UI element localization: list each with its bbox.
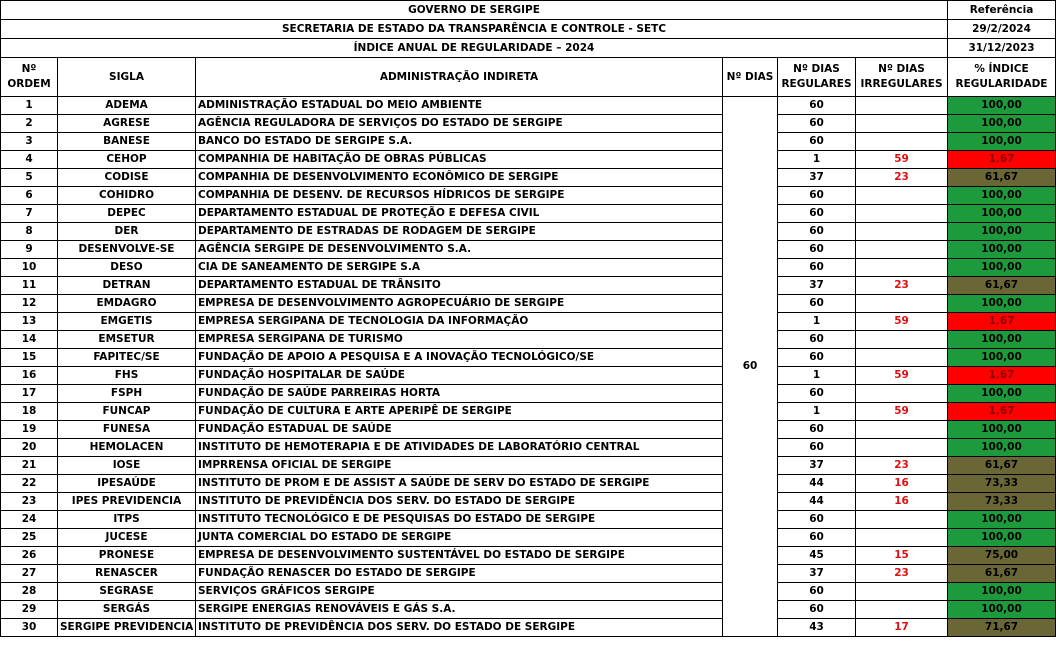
reference-label: Referência	[948, 1, 1056, 20]
row-nome: FUNDAÇÃO ESTADUAL DE SAÚDE	[196, 421, 723, 439]
col-indice-line2: REGULARIDADE	[955, 78, 1048, 90]
table-row	[1, 277, 1056, 295]
row-indice: 61,67	[948, 565, 1056, 583]
table-row	[1, 601, 1056, 619]
row-indice: 100,00	[948, 421, 1056, 439]
row-irregulares	[856, 439, 948, 457]
row-ordem: 22	[1, 475, 58, 493]
row-regulares: 60	[778, 295, 856, 313]
row-nome: FUNDAÇÃO DE SAÚDE PARREIRAS HORTA	[196, 385, 723, 403]
row-irregulares	[856, 223, 948, 241]
row-regulares: 60	[778, 97, 856, 115]
row-nome: FUNDAÇÃO DE CULTURA E ARTE APERIPÊ DE SERGIPE	[196, 403, 723, 421]
row-ordem: 27	[1, 565, 58, 583]
secretariat-title: SECRETARIA DE ESTADO DA TRANSPARÊNCIA E CONTROLE - SETC	[1, 20, 948, 39]
row-sigla: DETRAN	[58, 277, 196, 295]
row-regulares: 60	[778, 205, 856, 223]
row-ordem: 14	[1, 331, 58, 349]
table-row	[1, 241, 1056, 259]
table-row	[1, 367, 1056, 385]
row-indice: 73,33	[948, 493, 1056, 511]
row-nome: FUNDAÇÃO DE APOIO A PESQUISA E A INOVAÇÃO TECNOLÓGICO/SE	[196, 349, 723, 367]
row-irregulares	[856, 331, 948, 349]
row-nome: AGÊNCIA SERGIPE DE DESENVOLVIMENTO S.A.	[196, 241, 723, 259]
table-row	[1, 187, 1056, 205]
col-sigla: SIGLA	[58, 58, 196, 97]
row-sigla: RENASCER	[58, 565, 196, 583]
row-ordem: 3	[1, 133, 58, 151]
row-ordem: 10	[1, 259, 58, 277]
row-indice: 100,00	[948, 439, 1056, 457]
row-indice: 100,00	[948, 133, 1056, 151]
row-regulares: 1	[778, 367, 856, 385]
row-indice: 100,00	[948, 331, 1056, 349]
row-regulares: 60	[778, 601, 856, 619]
column-header-row	[1, 58, 1056, 97]
table-row	[1, 385, 1056, 403]
row-irregulares	[856, 97, 948, 115]
row-ordem: 24	[1, 511, 58, 529]
row-irregulares	[856, 115, 948, 133]
row-irregulares	[856, 259, 948, 277]
row-indice: 100,00	[948, 223, 1056, 241]
row-nome: SERVIÇOS GRÁFICOS SERGIPE	[196, 583, 723, 601]
row-ordem: 5	[1, 169, 58, 187]
row-regulares: 60	[778, 349, 856, 367]
row-ordem: 26	[1, 547, 58, 565]
row-regulares: 60	[778, 331, 856, 349]
row-nome: BANCO DO ESTADO DE SERGIPE S.A.	[196, 133, 723, 151]
row-irregulares	[856, 601, 948, 619]
row-nome: COMPANHIA DE DESENVOLVIMENTO ECONÔMICO DE SERGIPE	[196, 169, 723, 187]
reference-date-1: 29/2/2024	[948, 20, 1056, 39]
table-row	[1, 331, 1056, 349]
row-sigla: EMSETUR	[58, 331, 196, 349]
row-ordem: 25	[1, 529, 58, 547]
row-indice: 100,00	[948, 349, 1056, 367]
row-indice: 100,00	[948, 601, 1056, 619]
row-irregulares	[856, 529, 948, 547]
row-regulares: 1	[778, 403, 856, 421]
row-sigla: EMGETIS	[58, 313, 196, 331]
row-indice: 1,67	[948, 151, 1056, 169]
row-regulares: 60	[778, 421, 856, 439]
row-sigla: FHS	[58, 367, 196, 385]
table-row	[1, 169, 1056, 187]
row-ordem: 2	[1, 115, 58, 133]
row-regulares: 60	[778, 133, 856, 151]
header-row-3	[1, 39, 1056, 58]
row-sigla: CODISE	[58, 169, 196, 187]
row-sigla: SEGRASE	[58, 583, 196, 601]
row-nome: INSTITUTO DE PREVIDÊNCIA DOS SERV. DO ESTADO DE SERGIPE	[196, 493, 723, 511]
row-indice: 100,00	[948, 259, 1056, 277]
index-title: ÍNDICE ANUAL DE REGULARIDADE – 2024	[1, 39, 948, 58]
row-nome: EMPRESA DE DESENVOLVIMENTO SUSTENTÁVEL DO ESTADO DE SERGIPE	[196, 547, 723, 565]
row-indice: 61,67	[948, 277, 1056, 295]
row-irregulares	[856, 583, 948, 601]
table-row	[1, 349, 1056, 367]
row-nome: INSTITUTO TECNOLÓGICO E DE PESQUISAS DO ESTADO DE SERGIPE	[196, 511, 723, 529]
col-ordem-line2: ORDEM	[7, 78, 51, 90]
col-ordem-line1: Nº	[21, 63, 37, 75]
row-indice: 71,67	[948, 619, 1056, 637]
row-irregulares	[856, 295, 948, 313]
row-ordem: 15	[1, 349, 58, 367]
row-ordem: 21	[1, 457, 58, 475]
row-irregulares: 23	[856, 277, 948, 295]
row-nome: AGÊNCIA REGULADORA DE SERVIÇOS DO ESTADO DE SERGIPE	[196, 115, 723, 133]
row-sigla: COHIDRO	[58, 187, 196, 205]
row-indice: 100,00	[948, 115, 1056, 133]
row-regulares: 37	[778, 457, 856, 475]
col-irregulares	[856, 58, 948, 97]
row-nome: INSTITUTO DE PREVIDÊNCIA DOS SERV. DO ESTADO DE SERGIPE	[196, 619, 723, 637]
row-nome: IMPRRENSA OFICIAL DE SERGIPE	[196, 457, 723, 475]
row-irregulares: 23	[856, 169, 948, 187]
row-regulares: 60	[778, 439, 856, 457]
row-nome: INSTITUTO DE HEMOTERAPIA E DE ATIVIDADES DE LABORATÓRIO CENTRAL	[196, 439, 723, 457]
row-sigla: IPES PREVIDENCIA	[58, 493, 196, 511]
row-sigla: AGRESE	[58, 115, 196, 133]
col-regulares-line1: Nº DIAS	[793, 63, 840, 75]
row-irregulares: 59	[856, 151, 948, 169]
row-regulares: 60	[778, 187, 856, 205]
row-irregulares: 59	[856, 313, 948, 331]
header-row-1	[1, 1, 1056, 20]
row-indice: 1,67	[948, 367, 1056, 385]
col-irregulares-line2: IRREGULARES	[860, 78, 943, 90]
table-row	[1, 493, 1056, 511]
row-regulares: 60	[778, 385, 856, 403]
row-indice: 100,00	[948, 97, 1056, 115]
row-nome: DEPARTAMENTO ESTADUAL DE PROTEÇÃO E DEFESA CIVIL	[196, 205, 723, 223]
row-nome: JUNTA COMERCIAL DO ESTADO DE SERGIPE	[196, 529, 723, 547]
row-ordem: 18	[1, 403, 58, 421]
row-regulares: 45	[778, 547, 856, 565]
table-row	[1, 313, 1056, 331]
row-indice: 73,33	[948, 475, 1056, 493]
row-regulares: 60	[778, 115, 856, 133]
row-sigla: ITPS	[58, 511, 196, 529]
row-nome: EMPRESA DE DESENVOLVIMENTO AGROPECUÁRIO DE SERGIPE	[196, 295, 723, 313]
row-sigla: FSPH	[58, 385, 196, 403]
row-regulares: 44	[778, 493, 856, 511]
row-indice: 100,00	[948, 187, 1056, 205]
row-irregulares	[856, 187, 948, 205]
table-row	[1, 619, 1056, 637]
row-ordem: 7	[1, 205, 58, 223]
table-row	[1, 439, 1056, 457]
row-regulares: 60	[778, 259, 856, 277]
row-sigla: BANESE	[58, 133, 196, 151]
row-nome: ADMINISTRAÇÃO ESTADUAL DO MEIO AMBIENTE	[196, 97, 723, 115]
row-ordem: 1	[1, 97, 58, 115]
col-indice-line1: % ÍNDICE	[974, 63, 1029, 75]
row-sigla: HEMOLACEN	[58, 439, 196, 457]
table-row	[1, 565, 1056, 583]
row-irregulares: 15	[856, 547, 948, 565]
row-regulares: 44	[778, 475, 856, 493]
row-ordem: 23	[1, 493, 58, 511]
row-sigla: SERGIPE PREVIDENCIA	[58, 619, 196, 637]
row-irregulares: 23	[856, 457, 948, 475]
row-regulares: 37	[778, 277, 856, 295]
row-regulares: 60	[778, 529, 856, 547]
row-sigla: PRONESE	[58, 547, 196, 565]
row-indice: 100,00	[948, 529, 1056, 547]
row-indice: 1,67	[948, 313, 1056, 331]
table-row	[1, 151, 1056, 169]
row-sigla: DER	[58, 223, 196, 241]
table-row	[1, 583, 1056, 601]
row-irregulares: 59	[856, 367, 948, 385]
row-ordem: 16	[1, 367, 58, 385]
row-irregulares: 16	[856, 493, 948, 511]
row-irregulares: 59	[856, 403, 948, 421]
reference-date-2: 31/12/2023	[948, 39, 1056, 58]
row-regulares: 60	[778, 223, 856, 241]
row-indice: 61,67	[948, 457, 1056, 475]
row-sigla: EMDAGRO	[58, 295, 196, 313]
row-sigla: FUNESA	[58, 421, 196, 439]
row-regulares: 60	[778, 583, 856, 601]
table-row	[1, 115, 1056, 133]
row-regulares: 37	[778, 169, 856, 187]
col-dias: Nº DIAS	[723, 58, 778, 97]
row-irregulares	[856, 349, 948, 367]
row-sigla: DESO	[58, 259, 196, 277]
table-row	[1, 457, 1056, 475]
row-ordem: 30	[1, 619, 58, 637]
row-indice: 100,00	[948, 241, 1056, 259]
row-ordem: 20	[1, 439, 58, 457]
row-sigla: FUNCAP	[58, 403, 196, 421]
row-indice: 100,00	[948, 295, 1056, 313]
row-indice: 1,67	[948, 403, 1056, 421]
row-sigla: ADEMA	[58, 97, 196, 115]
row-irregulares	[856, 205, 948, 223]
row-nome: FUNDAÇÃO HOSPITALAR DE SAÚDE	[196, 367, 723, 385]
total-days-cell: 60	[723, 97, 778, 637]
row-nome: EMPRESA SERGIPANA DE TECNOLOGIA DA INFORMAÇÃO	[196, 313, 723, 331]
table-row	[1, 475, 1056, 493]
government-title: GOVERNO DE SERGIPE	[1, 1, 948, 20]
row-ordem: 11	[1, 277, 58, 295]
row-ordem: 6	[1, 187, 58, 205]
row-sigla: IOSE	[58, 457, 196, 475]
row-ordem: 29	[1, 601, 58, 619]
row-nome: FUNDAÇÃO RENASCER DO ESTADO DE SERGIPE	[196, 565, 723, 583]
header-row-2	[1, 20, 1056, 39]
table-row	[1, 205, 1056, 223]
row-regulares: 1	[778, 313, 856, 331]
row-ordem: 13	[1, 313, 58, 331]
row-sigla: DEPEC	[58, 205, 196, 223]
table-row	[1, 259, 1056, 277]
row-irregulares	[856, 133, 948, 151]
row-nome: CIA DE SANEAMENTO DE SERGIPE S.A	[196, 259, 723, 277]
table-row	[1, 223, 1056, 241]
row-regulares: 37	[778, 565, 856, 583]
row-irregulares: 16	[856, 475, 948, 493]
table-row	[1, 97, 1056, 115]
col-irregulares-line1: Nº DIAS	[878, 63, 925, 75]
row-regulares: 60	[778, 241, 856, 259]
row-ordem: 9	[1, 241, 58, 259]
col-admin: ADMINISTRAÇÃO INDIRETA	[196, 58, 723, 97]
table-row	[1, 547, 1056, 565]
row-irregulares: 17	[856, 619, 948, 637]
col-regulares	[778, 58, 856, 97]
row-irregulares	[856, 385, 948, 403]
row-regulares: 43	[778, 619, 856, 637]
row-indice: 75,00	[948, 547, 1056, 565]
row-nome: COMPANHIA DE HABITAÇÃO DE OBRAS PÚBLICAS	[196, 151, 723, 169]
row-indice: 100,00	[948, 205, 1056, 223]
row-indice: 100,00	[948, 583, 1056, 601]
row-sigla: SERGÁS	[58, 601, 196, 619]
row-ordem: 8	[1, 223, 58, 241]
row-irregulares	[856, 241, 948, 259]
table-row	[1, 403, 1056, 421]
row-regulares: 1	[778, 151, 856, 169]
row-sigla: IPESAÚDE	[58, 475, 196, 493]
row-indice: 61,67	[948, 169, 1056, 187]
row-sigla: DESENVOLVE-SE	[58, 241, 196, 259]
row-indice: 100,00	[948, 385, 1056, 403]
table-row	[1, 421, 1056, 439]
row-nome: DEPARTAMENTO ESTADUAL DE TRÂNSITO	[196, 277, 723, 295]
table-row	[1, 529, 1056, 547]
row-irregulares	[856, 511, 948, 529]
row-nome: DEPARTAMENTO DE ESTRADAS DE RODAGEM DE SERGIPE	[196, 223, 723, 241]
row-ordem: 12	[1, 295, 58, 313]
row-ordem: 17	[1, 385, 58, 403]
row-nome: COMPANHIA DE DESENV. DE RECURSOS HÍDRICOS DE SERGIPE	[196, 187, 723, 205]
table-row	[1, 511, 1056, 529]
col-indice	[948, 58, 1056, 97]
row-regulares: 60	[778, 511, 856, 529]
row-sigla: CEHOP	[58, 151, 196, 169]
row-nome: EMPRESA SERGIPANA DE TURISMO	[196, 331, 723, 349]
row-indice: 100,00	[948, 511, 1056, 529]
table-row	[1, 295, 1056, 313]
row-ordem: 4	[1, 151, 58, 169]
row-nome: INSTITUTO DE PROM E DE ASSIST A SAÚDE DE SERV DO ESTADO DE SERGIPE	[196, 475, 723, 493]
row-sigla: FAPITEC/SE	[58, 349, 196, 367]
row-irregulares: 23	[856, 565, 948, 583]
row-ordem: 28	[1, 583, 58, 601]
row-ordem: 19	[1, 421, 58, 439]
table-row	[1, 133, 1056, 151]
col-ordem	[1, 58, 58, 97]
row-irregulares	[856, 421, 948, 439]
row-nome: SERGIPE ENERGIAS RENOVÁVEIS E GÁS S.A.	[196, 601, 723, 619]
col-regulares-line2: REGULARES	[781, 78, 852, 90]
row-sigla: JUCESE	[58, 529, 196, 547]
